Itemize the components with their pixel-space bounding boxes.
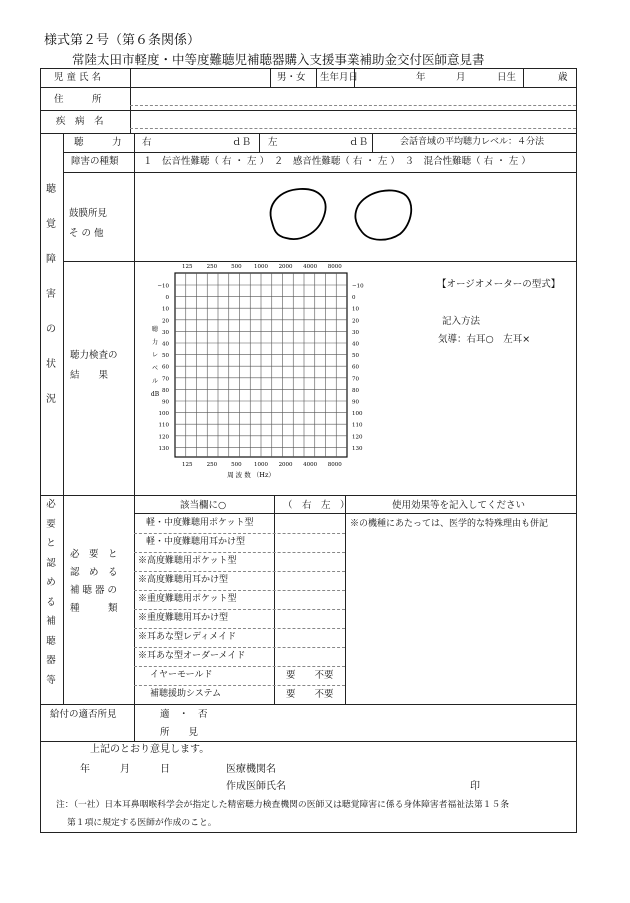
- average-level: 会話音域の平均聴力レベル：４分法: [400, 137, 545, 147]
- form-title: 常陸太田市軽度・中等度難聴児補聴器購入支援事業補助金交付医師意見書: [72, 52, 485, 67]
- aid-item-2[interactable]: 軽・中度難聴用耳かけ型: [146, 537, 246, 547]
- x-axis-label: 周 波 数 （Hz）: [227, 471, 275, 479]
- level-tick-left: 40: [162, 341, 169, 348]
- y-axis-label: 力: [151, 339, 159, 346]
- right-eardrum-outline: [271, 189, 326, 239]
- dob-day: 日生: [497, 72, 517, 83]
- freq-tick-bottom: 1000: [254, 462, 268, 468]
- aid-item-3[interactable]: ※高度難聴用ポケット型: [138, 556, 237, 566]
- seal-mark: 印: [470, 781, 480, 792]
- left-eardrum-outline: [355, 190, 411, 239]
- eardrum-other-label: そ の 他: [69, 228, 104, 239]
- level-tick-left: 50: [162, 353, 169, 360]
- aid-kind-label-4: 種 類: [70, 603, 118, 614]
- level-tick-left: 70: [162, 376, 169, 383]
- freq-tick-top: 4000: [303, 264, 318, 270]
- level-tick-left: −10: [157, 283, 169, 290]
- eardrum-diagram: [260, 182, 430, 248]
- finding-label: 所 見: [160, 727, 199, 738]
- level-tick-left: 80: [162, 387, 169, 394]
- level-tick-left: 30: [162, 329, 169, 336]
- level-tick-left: 60: [162, 364, 169, 371]
- frame-right: [576, 68, 577, 833]
- level-tick-left: 0: [165, 295, 169, 302]
- audiogram-chart: [135, 262, 375, 494]
- notation-method: 気導：右耳○ 左耳×: [438, 334, 531, 345]
- doctor-name-label: 作成医師氏名: [226, 781, 286, 792]
- level-tick-right: 80: [352, 387, 359, 394]
- col-applicable: 該当欄に○: [180, 500, 227, 511]
- level-tick-left: 100: [158, 411, 169, 418]
- assist-system-required[interactable]: 要 不要: [286, 689, 334, 700]
- aid-item-5[interactable]: ※重度難聴用ポケット型: [138, 594, 237, 604]
- aid-item-4[interactable]: ※高度難聴用耳かけ型: [138, 575, 229, 585]
- level-tick-right: 50: [352, 353, 359, 360]
- disability-types[interactable]: １ 伝音性難聴（ 右 ・ 左 ） ２ 感音性難聴（ 右 ・ 左 ） ３ 混合性難聴（ 右 ・ 左 ）: [143, 156, 531, 167]
- freq-tick-top: 500: [231, 264, 242, 270]
- freq-tick-bottom: 250: [206, 462, 218, 468]
- col-effect: 使用効果等を記入してください: [392, 500, 526, 511]
- age-label: 歳: [558, 72, 568, 83]
- acuity-label: 聴 力: [74, 137, 122, 148]
- level-tick-right: 110: [352, 422, 363, 429]
- y-axis-label: dB: [150, 391, 160, 398]
- y-axis-label: ル: [151, 378, 159, 385]
- frame-top: [40, 68, 577, 69]
- aid-kind-label-3: 補 聴 器 の: [70, 585, 118, 596]
- acuity-left: 左: [268, 137, 278, 148]
- disease-label: 疾 病 名: [56, 116, 104, 127]
- date-line: 年 月 日: [80, 764, 170, 775]
- level-tick-left: 120: [158, 434, 169, 441]
- freq-tick-top: 125: [182, 264, 193, 270]
- opinion-label: 給付の適否所見: [50, 709, 117, 720]
- freq-tick-top: 8000: [327, 264, 342, 270]
- y-axis-label: ベ: [151, 365, 159, 372]
- aid-kind-label-2: 認 め る: [70, 567, 118, 578]
- level-tick-right: 70: [352, 376, 359, 383]
- col-side: （ 右 左 ）: [283, 500, 350, 511]
- audiometer-type-label: 【オージオメーターの型式】: [437, 279, 561, 290]
- freq-tick-top: 1000: [254, 264, 268, 270]
- level-tick-right: 130: [352, 445, 363, 452]
- level-tick-left: 110: [158, 422, 169, 429]
- form-number: 様式第２号（第６条関係）: [44, 33, 201, 48]
- eardrum-label: 鼓膜所見: [69, 208, 108, 219]
- acuity-left-db: ｄＢ: [349, 137, 369, 148]
- footnote-line-1: 注：（一社）日本耳鼻咽喉科学会が指定した精密聴力検査機関の医師又は聴覚障害に係る身体障害者福祉法第１５条: [56, 800, 510, 810]
- level-tick-right: 60: [352, 364, 359, 371]
- aid-item-8[interactable]: ※耳あな型オーダーメイド: [138, 651, 246, 661]
- dob-year: 年: [416, 72, 426, 83]
- aid-item-10[interactable]: 補聴援助システム: [150, 689, 222, 699]
- level-tick-right: −10: [352, 283, 364, 290]
- freq-tick-top: 250: [206, 264, 218, 270]
- aid-item-7[interactable]: ※耳あな型レディメイド: [138, 632, 237, 642]
- freq-tick-bottom: 4000: [303, 462, 318, 468]
- aid-item-1[interactable]: 軽・中度難聴用ポケット型: [146, 518, 254, 528]
- y-axis-label: 聴: [151, 326, 159, 333]
- dob-month: 月: [456, 72, 466, 83]
- freq-tick-bottom: 500: [231, 462, 242, 468]
- effect-note: ※の機種にあたっては、医学的な特殊理由も併記: [350, 519, 549, 529]
- acuity-right-db: ｄＢ: [232, 137, 252, 148]
- aid-item-6[interactable]: ※重度難聴用耳かけ型: [138, 613, 229, 623]
- freq-tick-bottom: 125: [182, 462, 193, 468]
- address-label: 住 所: [54, 94, 102, 105]
- sex-choice[interactable]: 男・女: [277, 72, 306, 83]
- level-tick-left: 20: [162, 318, 169, 325]
- notation-title: 記入方法: [442, 316, 481, 327]
- footnote-line-2: 第１項に規定する医師が作成のこと。: [67, 818, 217, 828]
- level-tick-left: 130: [158, 445, 169, 452]
- level-tick-right: 30: [352, 329, 359, 336]
- fit-choice[interactable]: 適 ・ 否: [160, 709, 208, 720]
- level-tick-right: 20: [352, 318, 359, 325]
- child-name-label: 児 童 氏 名: [54, 72, 102, 83]
- level-tick-right: 100: [352, 411, 363, 418]
- test-result-label-2: 結 果: [70, 370, 109, 381]
- frame-left: [40, 68, 41, 833]
- freq-tick-top: 2000: [278, 264, 293, 270]
- level-tick-right: 40: [352, 341, 359, 348]
- acuity-right: 右: [142, 137, 152, 148]
- aid-item-9[interactable]: イヤーモールド: [150, 670, 213, 680]
- dob-label: 生年月日: [320, 72, 359, 83]
- institution-label: 医療機関名: [226, 764, 276, 775]
- aids-section-label: 必 要 と 認 め る 補 聴 器 等: [46, 499, 56, 686]
- test-result-label: 聴力検査の: [70, 350, 118, 361]
- freq-tick-bottom: 2000: [278, 462, 293, 468]
- frame-bottom: [40, 832, 577, 833]
- earmold-required[interactable]: 要 不要: [286, 670, 334, 681]
- level-tick-right: 0: [352, 295, 356, 302]
- freq-tick-bottom: 8000: [327, 462, 342, 468]
- level-tick-right: 10: [352, 306, 359, 313]
- level-tick-left: 90: [162, 399, 169, 406]
- statement: 上記のとおり意見します。: [90, 744, 210, 755]
- level-tick-right: 120: [352, 434, 363, 441]
- y-axis-label: レ: [151, 352, 159, 359]
- aid-kind-label-1: 必 要 と: [70, 549, 118, 560]
- hearing-section-label: 聴 覚 障 害 の 状 況: [46, 184, 56, 405]
- disability-type-label: 障害の種類: [71, 156, 119, 167]
- level-tick-right: 90: [352, 399, 359, 406]
- level-tick-left: 10: [162, 306, 169, 313]
